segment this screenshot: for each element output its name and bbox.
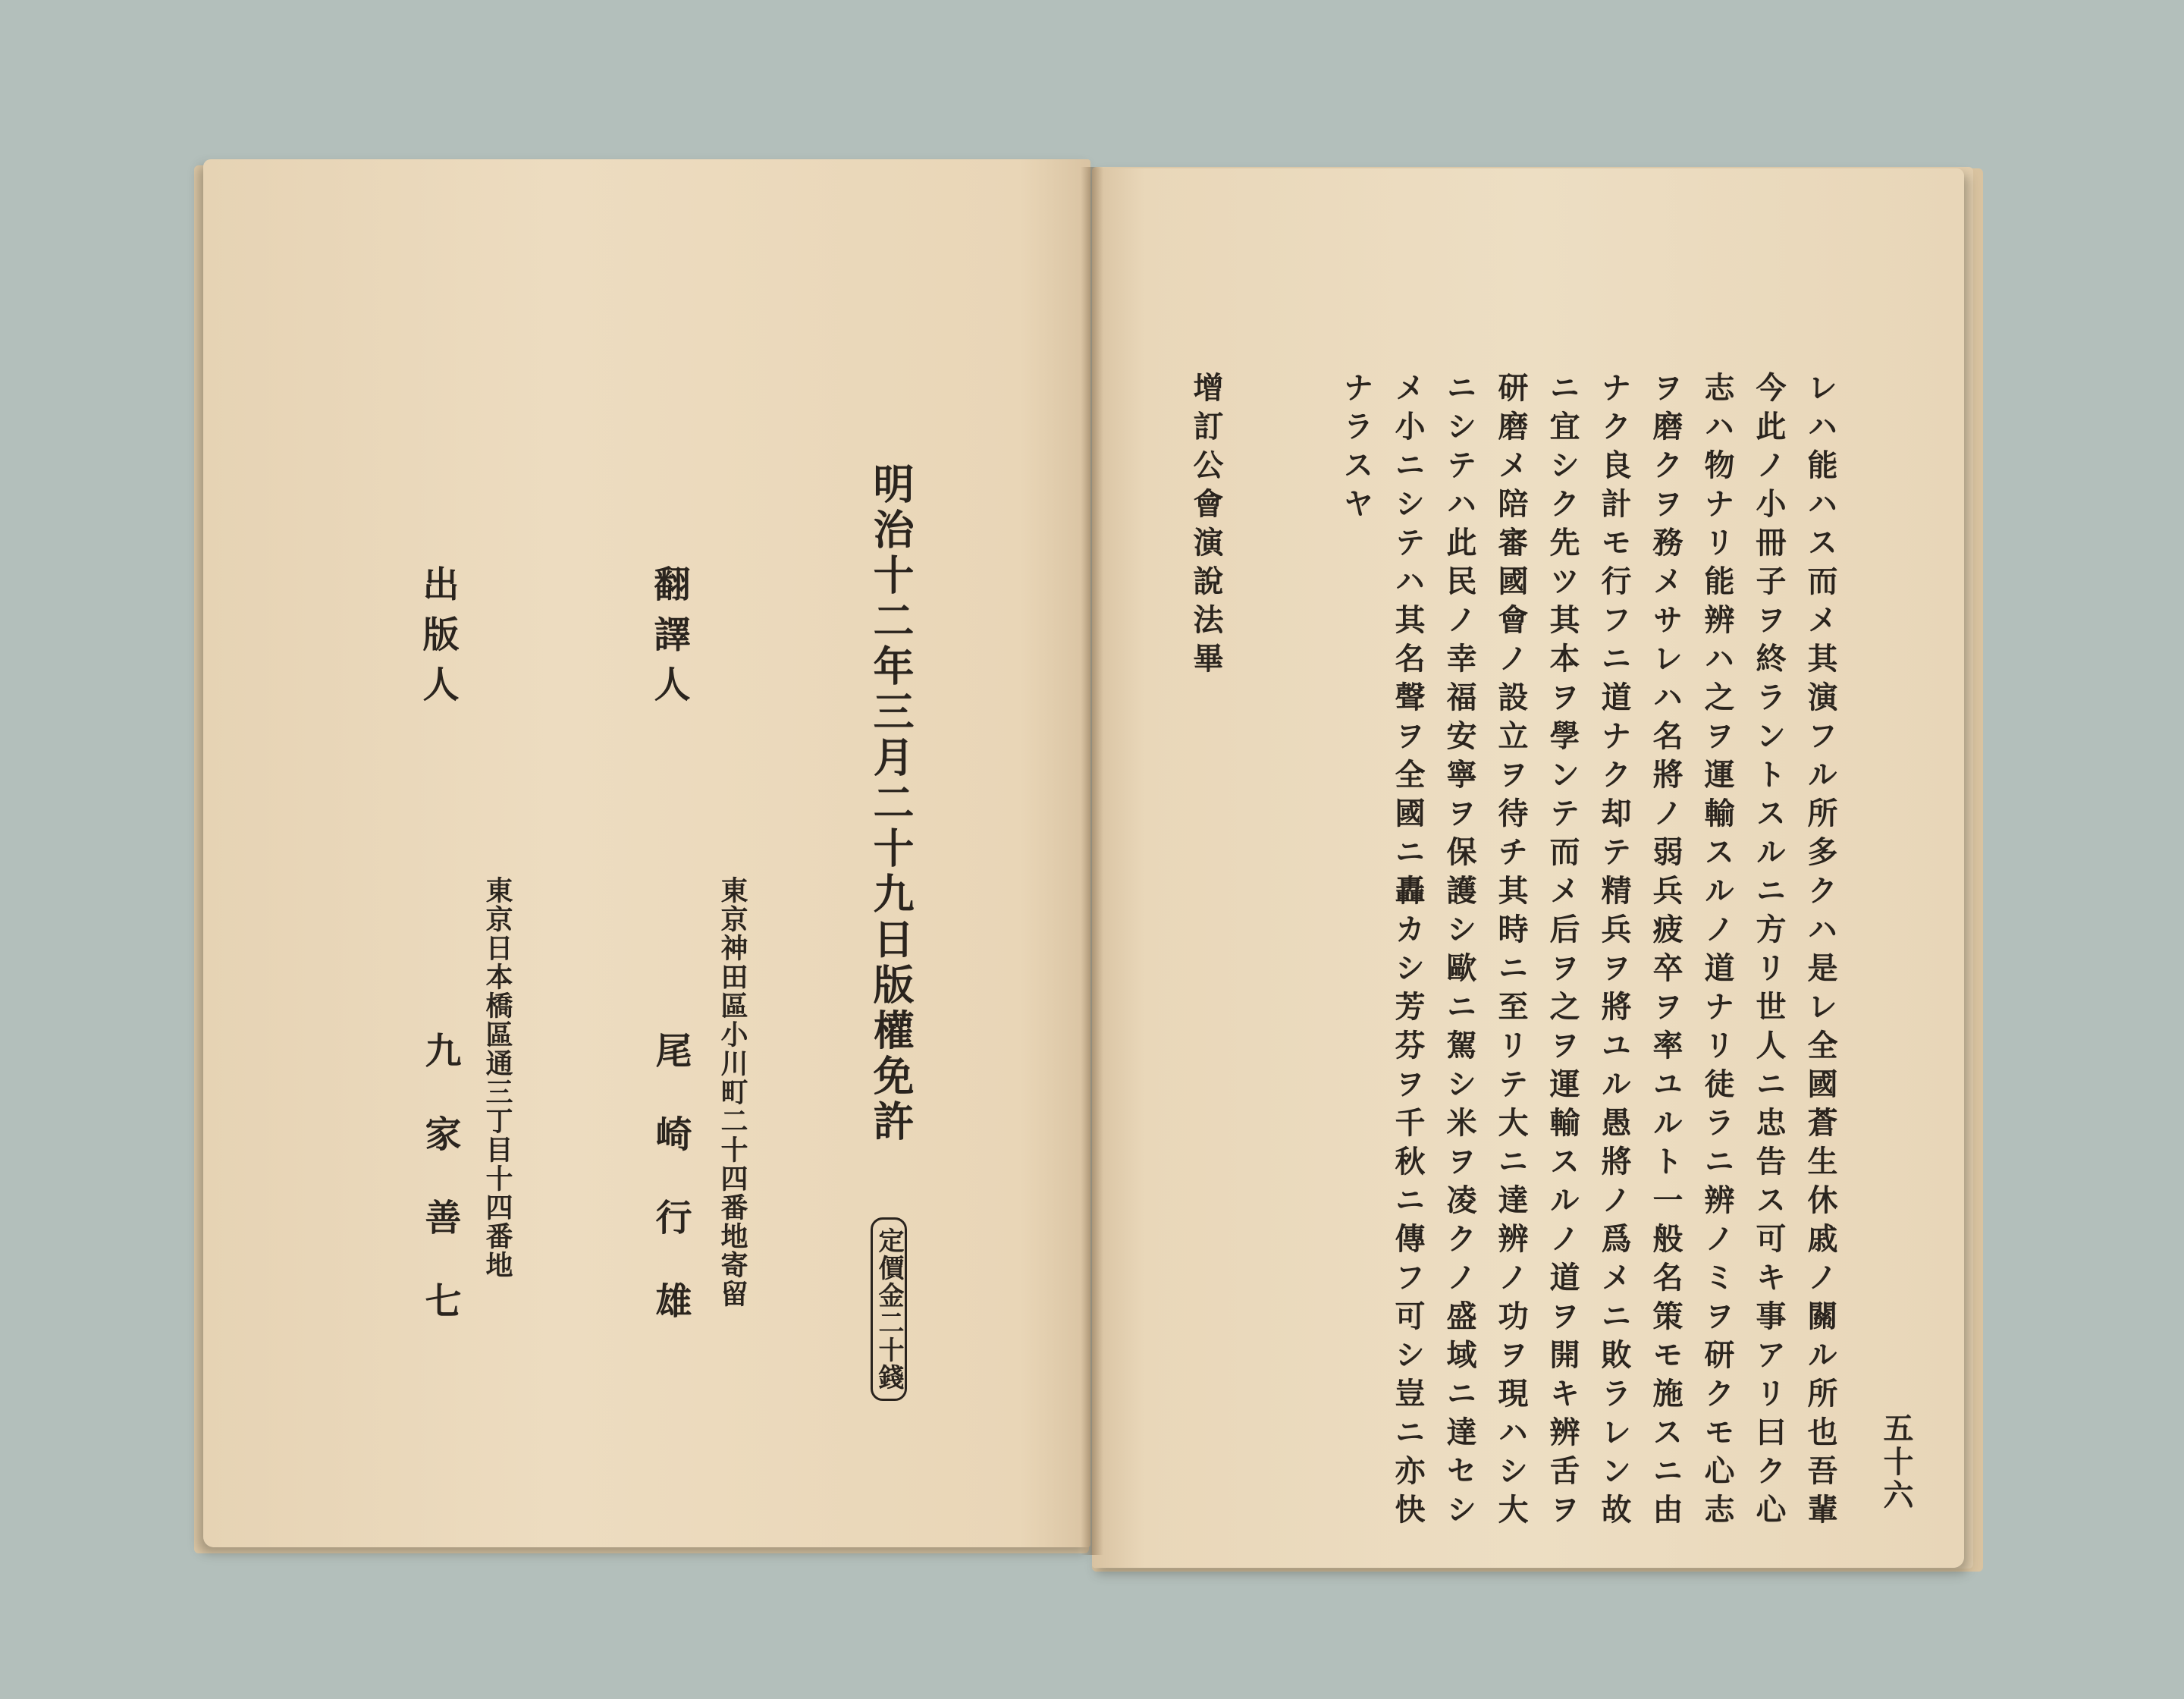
text-column: レハ能ハス而メ其演フル所多クハ是レ全國蒼生休戚ノ關ル所也吾輩: [1803, 372, 1838, 1532]
book-gutter: [1081, 167, 1103, 1555]
text-column: 志ハ物ナリ能辨ハ之ヲ運輸スルノ道ナリ徒ラニ辨ノミヲ研クモ心志: [1699, 372, 1735, 1532]
text-column: 研磨メ陪審國會ノ設立ヲ待チ其時ニ至リテ大ニ達辨ノ功ヲ現ハシ大: [1493, 372, 1529, 1532]
text-column: 今此ノ小冊子ヲ終ラントスルニ方リ世人ニ忠告ス可キ事アリ曰ク心: [1751, 372, 1787, 1532]
text-column: ナク良計モ行フニ道ナク却テ精兵ヲ將ユル愚將ノ爲メニ敗ラレン故: [1596, 372, 1632, 1532]
publisher-role: 出版人: [416, 565, 459, 715]
text-column: ナラスヤ: [1338, 372, 1374, 526]
left-page-colophon: [203, 159, 1090, 1547]
publisher-address: 東京日本橋區通三丁目十四番地: [482, 876, 513, 1280]
right-page-text: [1092, 168, 1964, 1568]
text-column: ヲ磨クヲ務メサレハ名將ノ弱兵疲卒ヲ率ユルト一般名策モ施スニ由: [1648, 372, 1684, 1532]
publisher-name: 九家善七: [419, 1032, 461, 1365]
text-column: ニ宜シク先ツ其本ヲ學ンテ而メ后ヲ之ヲ運輸スルノ道ヲ開キ辨舌ヲ: [1545, 372, 1580, 1532]
license-date: 明治十二年三月二十九日版權免許: [867, 463, 915, 1145]
show-through-texture: [1350, 487, 1393, 1549]
translator-role: 翻譯人: [648, 565, 690, 715]
text-column: メ小ニシテハ其名聲ヲ全國ニ轟カシ芳芬ヲ千秋ニ傳フ可シ豈ニ亦快: [1390, 372, 1426, 1532]
price-label: 定價金二十錢: [871, 1217, 907, 1401]
translator-name: 尾崎行雄: [649, 1032, 692, 1365]
page-number: 五十六: [1878, 1412, 1914, 1512]
closing-title: 增訂公會演說法畢: [1188, 372, 1224, 681]
translator-address: 東京神田區小川町二十四番地寄留: [717, 876, 748, 1308]
text-column: ニシテハ此民ノ幸福安寧ヲ保護シ歐ニ駕シ米ヲ凌クノ盛域ニ達セシ: [1442, 372, 1477, 1532]
